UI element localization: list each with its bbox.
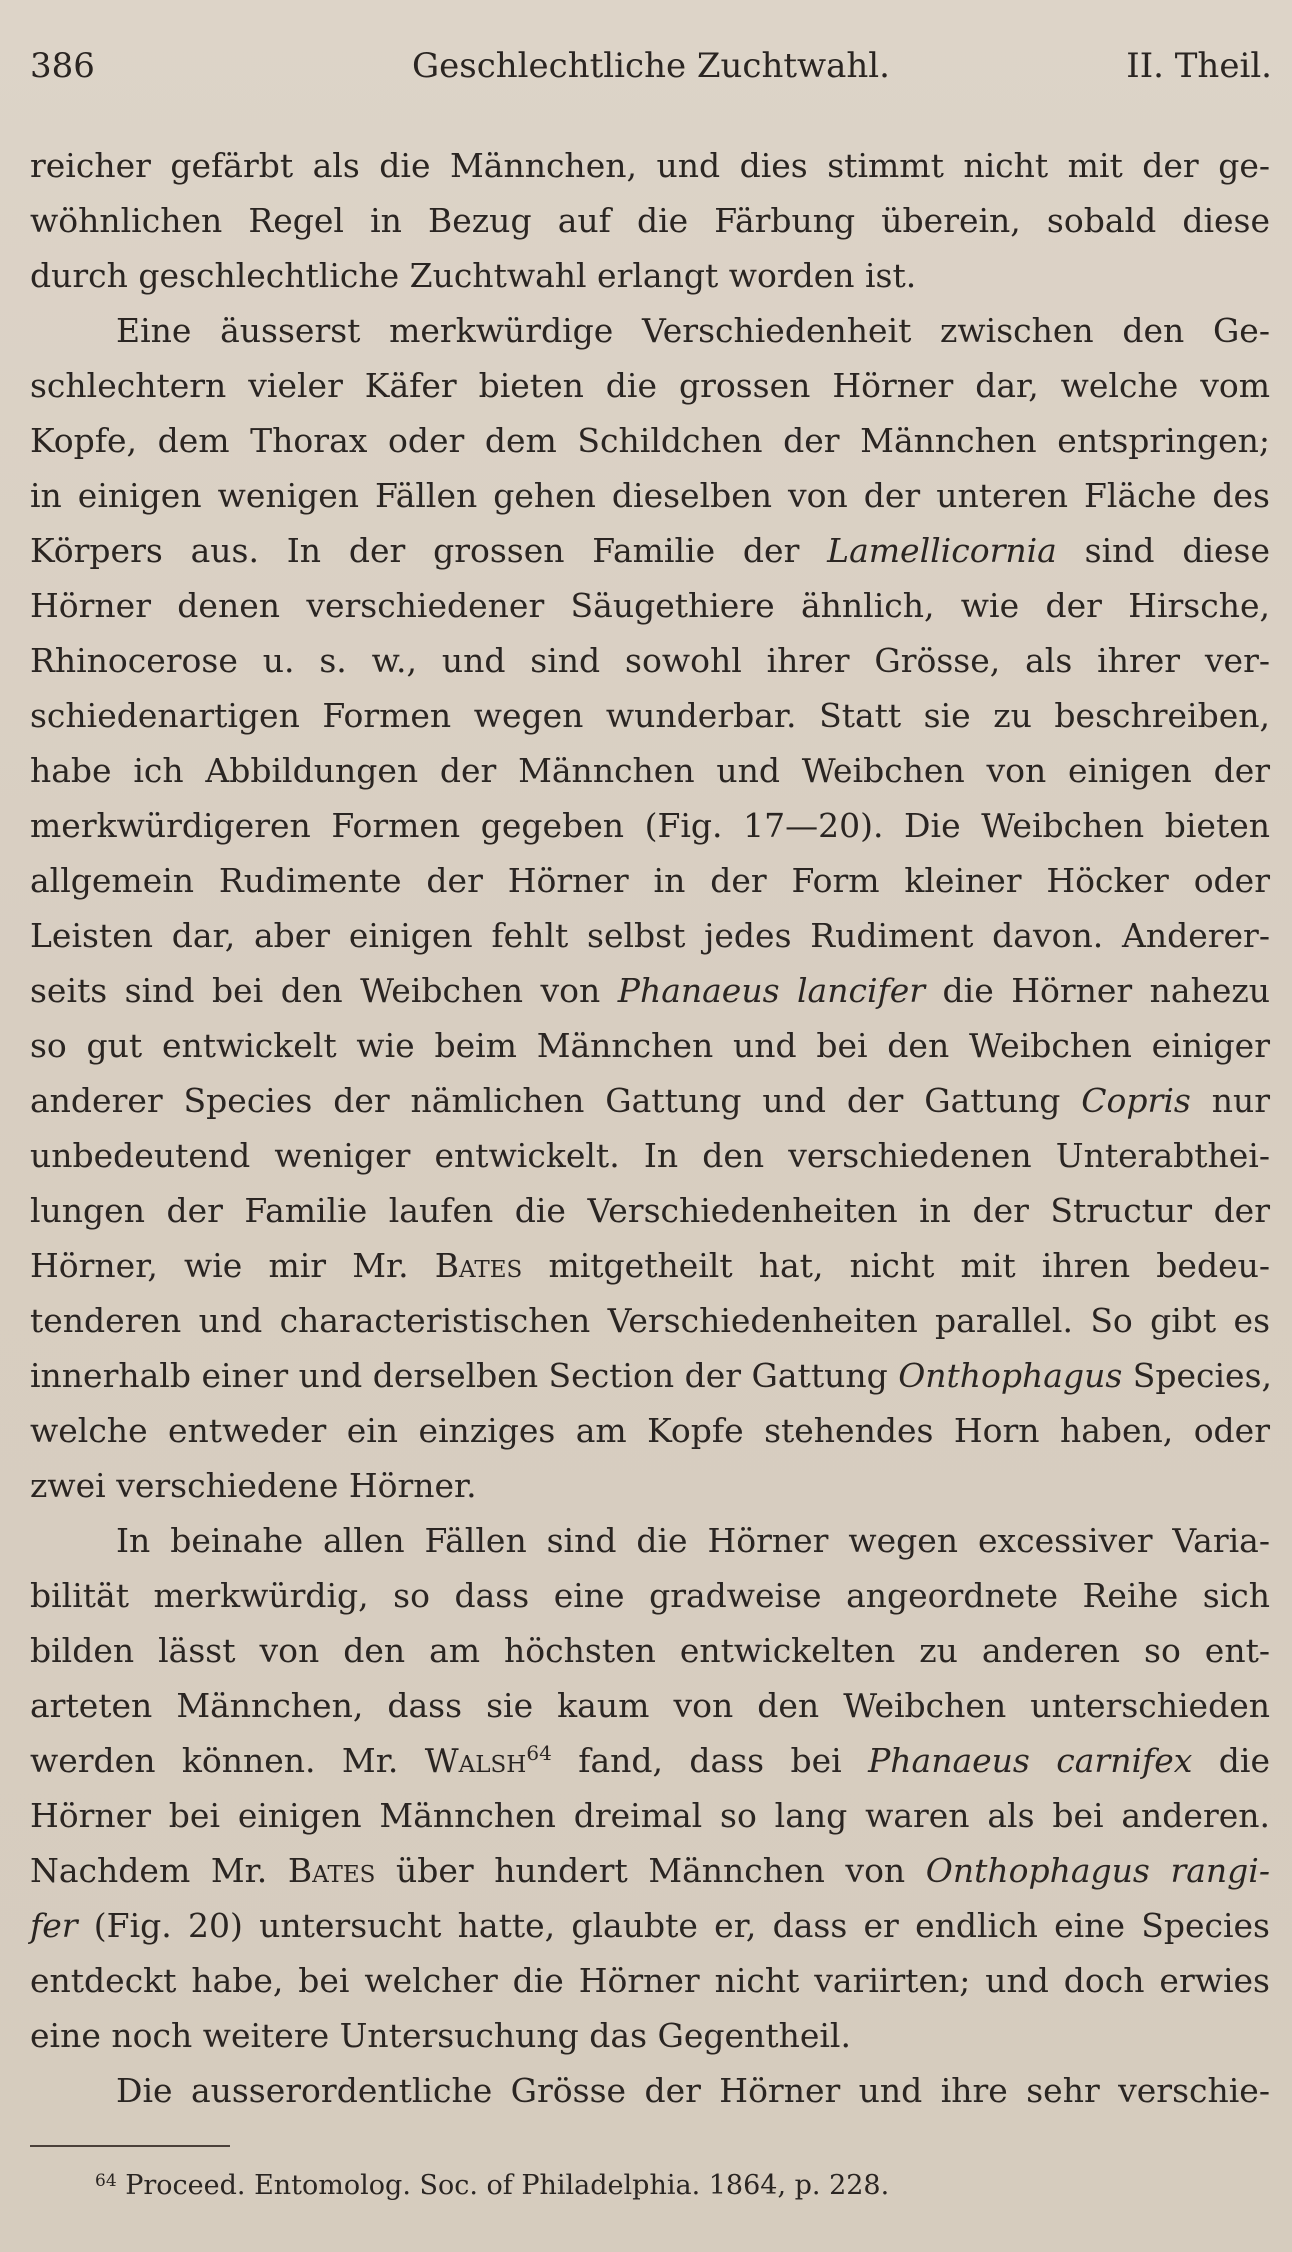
text-span: (Fig. 20) untersucht hatte, glaubte er, dass er endlich eine Species — [77, 1906, 1270, 1945]
text-line — [30, 1733, 1270, 1788]
person-name: Bates — [434, 1246, 523, 1285]
taxon-name: Onthophagus rangi- — [925, 1851, 1270, 1890]
text-line — [30, 1073, 1270, 1128]
text-line: Hörner denen verschiedener Säugethiere ähnlich, wie der Hirsche, — [30, 586, 1270, 625]
text-span: nur — [1190, 1081, 1270, 1120]
text-line — [30, 1348, 1273, 1403]
taxon-name: Onthophagus — [898, 1356, 1123, 1395]
footnote-marker: 64 — [95, 2171, 117, 2191]
text-line: welche entweder ein einziges am Kopfe stehendes Horn haben, oder — [30, 1411, 1270, 1450]
text-span: die Hörner nahezu — [925, 971, 1270, 1010]
footnote-text: Proceed. Entomolog. Soc. of Philadelphia. 1864, p. 228. — [116, 2170, 890, 2201]
text-span: die — [1192, 1741, 1270, 1780]
part-label: II. Theil. — [1126, 46, 1272, 86]
text-line: allgemein Rudimente der Hörner in der Form kleiner Höcker oder — [30, 861, 1270, 900]
text-line: durch geschlechtliche Zuchtwahl erlangt worden ist. — [30, 256, 917, 295]
paragraph-start-line: In beinahe allen Fällen sind die Hörner wegen excessiver Varia- — [116, 1521, 1270, 1560]
text-span: werden können. Mr. — [30, 1741, 425, 1780]
text-line — [30, 523, 1270, 578]
text-line: tenderen und characteristischen Verschiedenheiten parallel. So gibt es — [30, 1301, 1270, 1340]
text-line: Leisten dar, aber einigen fehlt selbst jedes Rudiment davon. Anderer- — [30, 916, 1270, 955]
text-line — [30, 963, 1270, 1018]
text-line: so gut entwickelt wie beim Männchen und bei den Weibchen einiger — [30, 1026, 1270, 1065]
text-span: innerhalb einer und derselben Section der Gattung — [30, 1356, 899, 1395]
text-line — [30, 1843, 1270, 1898]
text-line: entdeckt habe, bei welcher die Hörner nicht variirten; und doch erwies — [30, 1961, 1270, 2000]
text-line: reicher gefärbt als die Männchen, und dies stimmt nicht mit der ge- — [30, 146, 1270, 185]
text-line — [30, 1898, 1270, 1953]
text-line: schlechtern vieler Käfer bieten die grossen Hörner dar, welche vom — [30, 366, 1270, 405]
taxon-name: Phanaeus lancifer — [617, 971, 926, 1010]
person-name: Walsh — [424, 1741, 527, 1780]
text-line: Hörner bei einigen Männchen dreimal so lang waren als bei anderen. — [30, 1796, 1270, 1835]
taxon-name: fer — [30, 1906, 78, 1945]
footnote-reference[interactable]: 64 — [526, 1741, 552, 1765]
text-line: eine noch weitere Untersuchung das Gegentheil. — [30, 2016, 851, 2055]
text-line — [30, 1238, 1270, 1293]
text-line: lungen der Familie laufen die Verschiedenheiten in der Structur der — [30, 1191, 1270, 1230]
text-line: bilden lässt von den am höchsten entwickelten zu anderen so ent- — [30, 1631, 1270, 1670]
running-title: Geschlechtliche Zuchtwahl. — [412, 46, 890, 86]
text-line: wöhnlichen Regel in Bezug auf die Färbung überein, sobald diese — [30, 201, 1270, 240]
text-line: unbedeutend weniger entwickelt. In den verschiedenen Unterabthei- — [30, 1136, 1270, 1175]
footnote-divider — [30, 2145, 230, 2147]
person-name: Bates — [287, 1851, 376, 1890]
text-line: zwei verschiedene Hörner. — [30, 1466, 477, 1505]
page-number: 386 — [30, 46, 95, 86]
taxon-name: Copris — [1081, 1081, 1191, 1120]
text-line: merkwürdigeren Formen gegeben (Fig. 17—20). Die Weibchen bieten — [30, 806, 1270, 845]
taxon-name: Lamellicornia — [827, 531, 1057, 570]
text-line: schiedenartigen Formen wegen wunderbar. Statt sie zu beschreiben, — [30, 696, 1270, 735]
text-line: bilität merkwürdig, so dass eine gradweise angeordnete Reihe sich — [30, 1576, 1270, 1615]
text-span: Körpers aus. In der grossen Familie der — [30, 531, 828, 570]
text-span: Hörner, wie mir Mr. — [30, 1246, 435, 1285]
text-span: Species, — [1122, 1356, 1273, 1395]
footnote — [95, 2170, 889, 2201]
text-line: arteten Männchen, dass sie kaum von den Weibchen unterschieden — [30, 1686, 1270, 1725]
text-span: seits sind bei den Weibchen von — [30, 971, 618, 1010]
paragraph-start-line: Die ausserordentliche Grösse der Hörner und ihre sehr verschie- — [116, 2071, 1270, 2110]
paragraph-start-line: Eine äusserst merkwürdige Verschiedenheit zwischen den Ge- — [116, 311, 1270, 350]
text-span: anderer Species der nämlichen Gattung und der Gattung — [30, 1081, 1082, 1120]
taxon-name: Phanaeus carnifex — [868, 1741, 1193, 1780]
text-span: fand, dass bei — [551, 1741, 869, 1780]
text-line: Kopfe, dem Thorax oder dem Schildchen der Männchen entspringen; — [30, 421, 1270, 460]
text-span: mitgetheilt hat, nicht mit ihren bedeu- — [522, 1246, 1270, 1285]
text-line: habe ich Abbildungen der Männchen und Weibchen von einigen der — [30, 751, 1270, 790]
text-line: in einigen wenigen Fällen gehen dieselben von der unteren Fläche des — [30, 476, 1270, 515]
body-text — [30, 138, 1273, 2118]
text-span: über hundert Männchen von — [375, 1851, 926, 1890]
text-span: Nachdem Mr. — [30, 1851, 288, 1890]
text-span: sind diese — [1056, 531, 1270, 570]
text-line: Rhinocerose u. s. w., und sind sowohl ihrer Grösse, als ihrer ver- — [30, 641, 1270, 680]
running-header — [30, 46, 1272, 102]
